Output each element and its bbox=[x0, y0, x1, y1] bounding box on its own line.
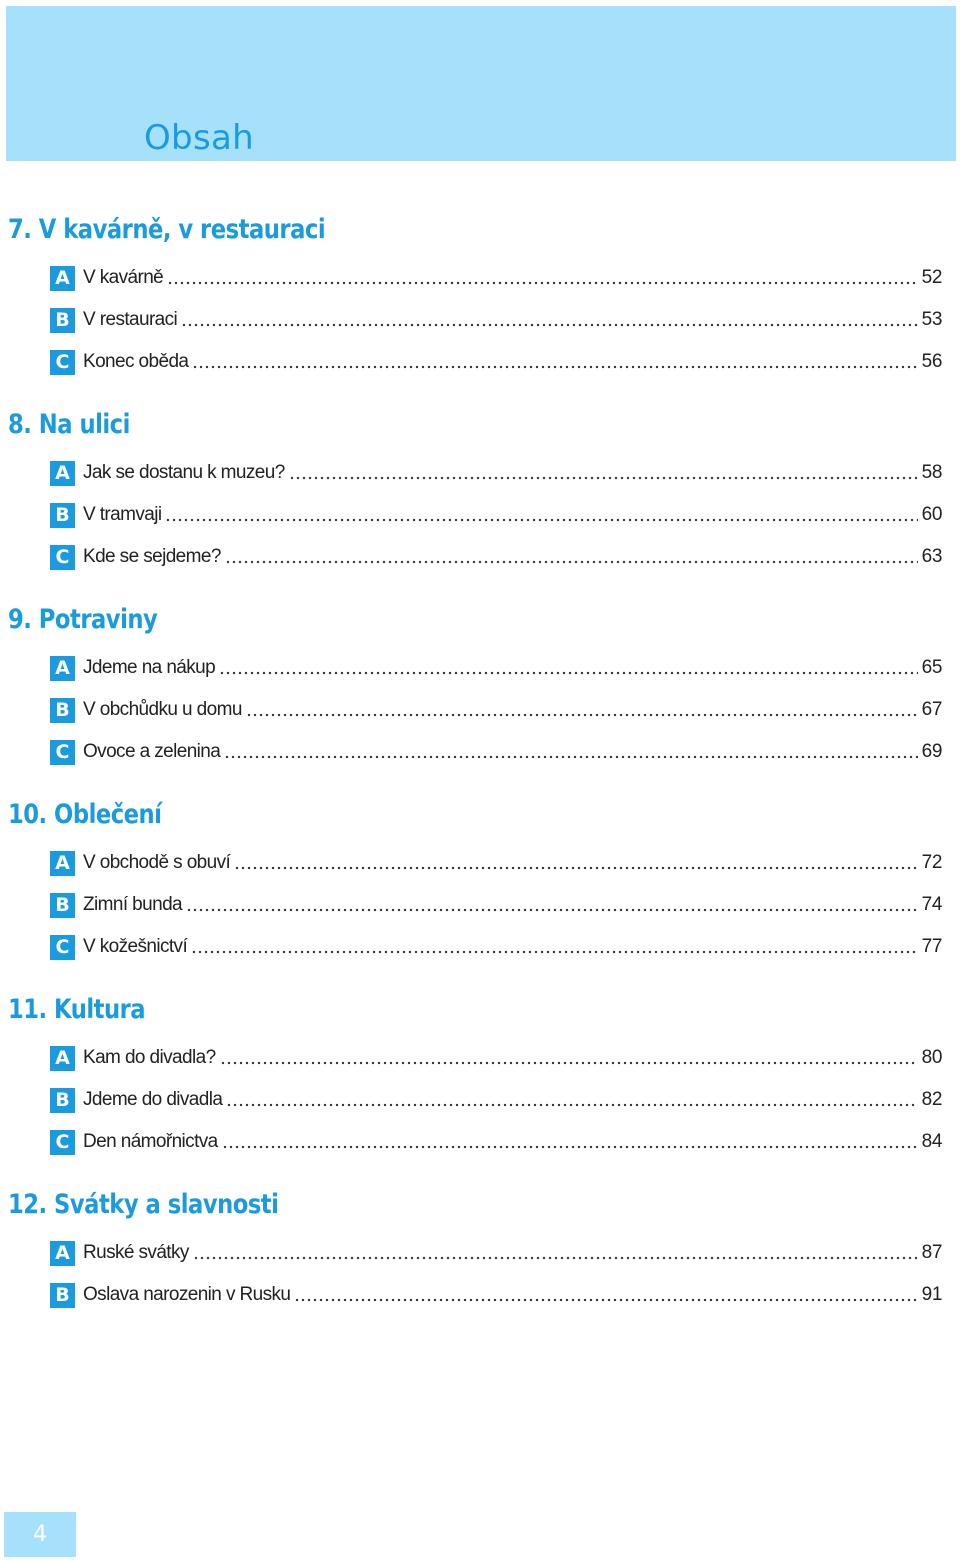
dot-leader bbox=[294, 1298, 917, 1302]
entry-page-number: 91 bbox=[921, 1284, 942, 1305]
chapter-heading: 9. Potraviny bbox=[8, 604, 158, 635]
toc-entry[interactable] bbox=[50, 850, 942, 876]
entry-label: Zimní bunda bbox=[83, 894, 183, 915]
chapter-heading: 7. V kavárně, v restauraci bbox=[8, 214, 326, 245]
dot-leader bbox=[225, 560, 918, 564]
dot-leader bbox=[167, 281, 918, 285]
dot-leader bbox=[219, 671, 918, 675]
entry-label: Konec oběda bbox=[83, 351, 189, 372]
section-letter-badge: C bbox=[50, 740, 75, 765]
entry-label: Ovoce a zelenina bbox=[83, 741, 221, 762]
entry-page-number: 80 bbox=[921, 1047, 942, 1068]
entry-label: Den námořnictva bbox=[83, 1131, 218, 1152]
dot-leader bbox=[191, 950, 918, 954]
chapter-heading: 11. Kultura bbox=[8, 994, 146, 1025]
section-letter-badge: B bbox=[50, 1283, 75, 1308]
entry-label: Jdeme do divadla bbox=[83, 1089, 223, 1110]
toc-entry[interactable] bbox=[50, 265, 942, 291]
chapter-heading: 10. Oblečení bbox=[8, 799, 162, 830]
entry-page-number: 63 bbox=[921, 546, 942, 567]
toc-entry[interactable] bbox=[50, 892, 942, 918]
entry-label: V obchůdku u domu bbox=[83, 699, 242, 720]
entry-label: Kde se sejdeme? bbox=[83, 546, 221, 567]
entry-page-number: 77 bbox=[921, 936, 942, 957]
dot-leader bbox=[222, 1145, 918, 1149]
toc-entry[interactable] bbox=[50, 502, 942, 528]
dot-leader bbox=[234, 866, 917, 870]
entry-page-number: 84 bbox=[921, 1131, 942, 1152]
entry-page-number: 67 bbox=[921, 699, 942, 720]
section-letter-badge: A bbox=[50, 656, 75, 681]
page-number: 4 bbox=[4, 1512, 76, 1557]
toc-entry[interactable] bbox=[50, 697, 942, 723]
toc-entry[interactable] bbox=[50, 1045, 942, 1071]
section-letter-badge: C bbox=[50, 1130, 75, 1155]
entry-label: V tramvaji bbox=[83, 504, 162, 525]
toc-entry[interactable] bbox=[50, 1129, 942, 1155]
entry-page-number: 60 bbox=[921, 504, 942, 525]
dot-leader bbox=[193, 1256, 918, 1260]
section-letter-badge: B bbox=[50, 1088, 75, 1113]
dot-leader bbox=[186, 908, 918, 912]
section-letter-badge: A bbox=[50, 1046, 75, 1071]
section-letter-badge: B bbox=[50, 893, 75, 918]
toc-entry[interactable] bbox=[50, 307, 942, 333]
dot-leader bbox=[226, 1103, 917, 1107]
entry-label: Ruské svátky bbox=[83, 1242, 189, 1263]
entry-page-number: 69 bbox=[921, 741, 942, 762]
section-letter-badge: C bbox=[50, 935, 75, 960]
section-letter-badge: A bbox=[50, 266, 75, 291]
toc-entry[interactable] bbox=[50, 1282, 942, 1308]
entry-page-number: 72 bbox=[921, 852, 942, 873]
entry-page-number: 53 bbox=[921, 309, 942, 330]
entry-page-number: 87 bbox=[921, 1242, 942, 1263]
entry-page-number: 82 bbox=[921, 1089, 942, 1110]
header-band bbox=[6, 6, 956, 161]
chapter-heading: 12. Svátky a slavnosti bbox=[8, 1189, 279, 1220]
section-letter-badge: C bbox=[50, 545, 75, 570]
toc-entry[interactable] bbox=[50, 1240, 942, 1266]
dot-leader bbox=[192, 365, 917, 369]
section-letter-badge: A bbox=[50, 851, 75, 876]
entry-page-number: 65 bbox=[921, 657, 942, 678]
entry-label: Jak se dostanu k muzeu? bbox=[83, 462, 285, 483]
entry-page-number: 56 bbox=[921, 351, 942, 372]
toc-entry[interactable] bbox=[50, 460, 942, 486]
toc-entry[interactable] bbox=[50, 349, 942, 375]
entry-label: Oslava narozenin v Rusku bbox=[83, 1284, 291, 1305]
dot-leader bbox=[181, 323, 917, 327]
section-letter-badge: C bbox=[50, 350, 75, 375]
section-letter-badge: B bbox=[50, 308, 75, 333]
entry-page-number: 58 bbox=[921, 462, 942, 483]
entry-label: V kavárně bbox=[83, 267, 164, 288]
section-letter-badge: B bbox=[50, 698, 75, 723]
entry-page-number: 74 bbox=[921, 894, 942, 915]
dot-leader bbox=[165, 518, 917, 522]
dot-leader bbox=[224, 755, 917, 759]
entry-label: Jdeme na nákup bbox=[83, 657, 216, 678]
toc-entry[interactable] bbox=[50, 1087, 942, 1113]
entry-label: Kam do divadla? bbox=[83, 1047, 216, 1068]
chapter-heading: 8. Na ulici bbox=[8, 409, 130, 440]
toc-entry[interactable] bbox=[50, 739, 942, 765]
section-letter-badge: A bbox=[50, 1241, 75, 1266]
toc-entry[interactable] bbox=[50, 934, 942, 960]
entry-label: V obchodě s obuví bbox=[83, 852, 231, 873]
dot-leader bbox=[246, 713, 918, 717]
dot-leader bbox=[220, 1061, 918, 1065]
entry-label: V kožešnictví bbox=[83, 936, 188, 957]
toc-entry[interactable] bbox=[50, 544, 942, 570]
dot-leader bbox=[289, 476, 918, 480]
page-title: Obsah bbox=[144, 118, 254, 158]
entry-page-number: 52 bbox=[921, 267, 942, 288]
entry-label: V restauraci bbox=[83, 309, 178, 330]
section-letter-badge: B bbox=[50, 503, 75, 528]
toc-entry[interactable] bbox=[50, 655, 942, 681]
section-letter-badge: A bbox=[50, 461, 75, 486]
